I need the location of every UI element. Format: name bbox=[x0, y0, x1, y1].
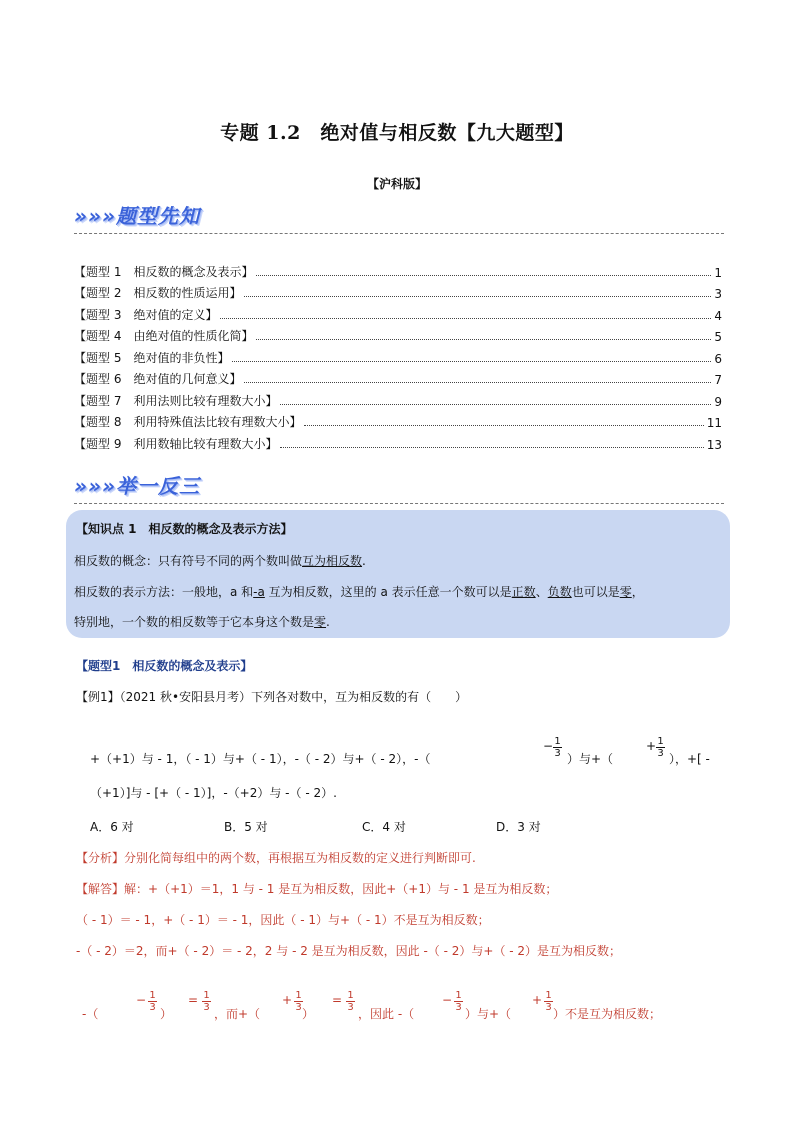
banner-preview bbox=[74, 200, 724, 234]
page-title: 专题 1.2 绝对值与相反数【九大题型】 bbox=[220, 122, 574, 144]
divider bbox=[74, 503, 724, 504]
question-line: （+1）]与 - [+（ - 1）]，-（+2）与 -（ - 2）. bbox=[90, 786, 337, 800]
toc-page: 9 bbox=[714, 394, 722, 409]
text-run: ） bbox=[302, 1007, 315, 1021]
underlined-term: 负数 bbox=[547, 585, 572, 599]
fraction: = 1 3 bbox=[332, 990, 354, 1013]
toc-label: 【题型 5 绝对值的非负性】 bbox=[74, 350, 230, 365]
banner-preview-text: »»»题型先知 bbox=[74, 204, 200, 228]
text-run: ，因此 -（ bbox=[358, 1007, 415, 1021]
option-b[interactable]: B．5 对 bbox=[224, 820, 268, 834]
underlined-term: 互为相反数 bbox=[302, 554, 363, 568]
divider bbox=[74, 233, 724, 234]
fraction: + 1 3 bbox=[532, 990, 552, 1013]
question-line bbox=[90, 750, 430, 767]
underlined-term: -a bbox=[253, 585, 265, 599]
text-run: ）不是互为相反数； bbox=[553, 1007, 662, 1021]
option-a[interactable]: A．6 对 bbox=[90, 820, 134, 834]
toc-label: 【题型 6 绝对值的几何意义】 bbox=[74, 372, 242, 386]
toc-label: 【题型 8 利用特殊值法比较有理数大小】 bbox=[74, 415, 302, 429]
toc-label: 【题型 9 利用数轴比较有理数大小】 bbox=[74, 436, 278, 451]
answer-line: （ - 1）＝ - 1，+（ - 1）＝ - 1，因此（ - 1）与+（ - 1）不是互为相反数； bbox=[76, 913, 490, 927]
banner-practice-text: »»»举一反三 bbox=[74, 474, 200, 498]
text-run: 互为相反数，这里的 a 表示任意一个数可以是 bbox=[264, 585, 512, 599]
toc-page: 3 bbox=[714, 287, 722, 301]
text-run: ，而+（ bbox=[214, 1007, 261, 1021]
leader-dots bbox=[280, 447, 703, 448]
toc-page: 6 bbox=[714, 351, 722, 366]
toc-item[interactable] bbox=[74, 409, 722, 431]
knowledge-box bbox=[66, 510, 730, 638]
answer-line bbox=[76, 880, 557, 897]
analysis-text: 分别化简每组中的两个数，再根据互为相反数的定义进行判断即可. bbox=[124, 851, 476, 865]
toc-label: 【题型 2 相反数的性质运用】 bbox=[74, 286, 242, 300]
text-run: ），+[ - bbox=[669, 752, 710, 766]
analysis-line bbox=[76, 849, 476, 866]
toc-item[interactable] bbox=[74, 430, 722, 452]
toc-page: 7 bbox=[714, 373, 722, 387]
text-run: 、 bbox=[535, 585, 548, 599]
leader-dots bbox=[280, 404, 711, 405]
toc-item[interactable] bbox=[74, 323, 722, 345]
toc-label: 【题型 1 相反数的概念及表示】 bbox=[74, 264, 254, 279]
answer-tag: 【解答】 bbox=[76, 882, 125, 896]
leader-dots bbox=[220, 318, 711, 319]
toc-item[interactable] bbox=[74, 258, 722, 280]
fraction: − 1 3 bbox=[442, 990, 462, 1013]
text-run: 相反数的表示方法：一般地，a 和 bbox=[74, 585, 254, 599]
text-run: -（ bbox=[82, 1007, 99, 1021]
knowledge-line bbox=[74, 613, 330, 630]
edition-label: 【沪科版】 bbox=[366, 177, 427, 191]
leader-dots bbox=[232, 361, 711, 362]
toc-label: 【题型 7 利用法则比较有理数大小】 bbox=[74, 393, 278, 408]
text-run: . bbox=[362, 554, 366, 568]
text-run: . bbox=[326, 615, 330, 629]
text-run: 特别地，一个数的相反数等于它本身这个数是 bbox=[74, 615, 315, 629]
toc-page: 13 bbox=[706, 437, 722, 452]
underlined-term: 零 bbox=[314, 615, 327, 629]
option-c[interactable]: C．4 对 bbox=[362, 820, 406, 834]
text-run: +（+1）与 - 1，（ - 1）与+（ - 1），-（ - 2）与+（ - 2），-（ bbox=[90, 752, 431, 766]
leader-dots bbox=[244, 296, 711, 297]
answer-text: 解：+（+1）＝1，1 与 - 1 是互为相反数，因此+（+1）与 - 1 是互为相反数； bbox=[124, 882, 558, 896]
analysis-tag: 【分析】 bbox=[76, 851, 125, 865]
text-run: 也可以是 bbox=[571, 585, 620, 599]
fraction: + 1 3 bbox=[282, 990, 302, 1013]
leader-dots bbox=[256, 275, 711, 276]
text-run: 相反数的概念：只有符号不同的两个数叫做 bbox=[74, 554, 303, 568]
leader-dots bbox=[244, 382, 711, 383]
toc-item[interactable] bbox=[74, 387, 722, 409]
text-run: ） bbox=[160, 1007, 173, 1021]
toc-page: 5 bbox=[714, 330, 722, 344]
fraction: − 1 3 bbox=[543, 736, 561, 759]
underlined-term: 正数 bbox=[511, 585, 536, 599]
toc-item[interactable] bbox=[74, 366, 722, 388]
toc-label: 【题型 4 由绝对值的性质化简】 bbox=[74, 329, 254, 343]
knowledge-line bbox=[74, 552, 366, 569]
toc-page: 1 bbox=[714, 265, 722, 280]
banner-practice bbox=[74, 470, 724, 504]
toc-item[interactable] bbox=[74, 280, 722, 302]
text-run: ， bbox=[631, 585, 644, 599]
section-heading: 【题型1 相反数的概念及表示】 bbox=[76, 659, 253, 673]
example-prompt: 【例1】（2021 秋•安阳县月考）下列各对数中，互为相反数的有（ ） bbox=[76, 690, 468, 704]
knowledge-line bbox=[74, 583, 644, 600]
table-of-contents bbox=[74, 258, 722, 452]
option-d[interactable]: D．3 对 bbox=[496, 820, 541, 834]
text-run: ）与+（ bbox=[465, 1007, 512, 1021]
fraction: − 1 3 bbox=[136, 990, 156, 1013]
leader-dots bbox=[304, 425, 703, 426]
fraction: = 1 3 bbox=[188, 990, 210, 1013]
underlined-term: 零 bbox=[619, 585, 632, 599]
text-run: ）与+（ bbox=[567, 752, 614, 766]
answer-line: -（ - 2）＝2，而+（ - 2）＝ - 2，2 与 - 2 是互为相反数，因此 -（ - 2）与+（ - 2）是互为相反数； bbox=[76, 944, 622, 958]
toc-page: 11 bbox=[706, 416, 722, 430]
toc-label: 【题型 3 绝对值的定义】 bbox=[74, 307, 218, 322]
toc-item[interactable] bbox=[74, 344, 722, 366]
toc-page: 4 bbox=[714, 308, 722, 323]
knowledge-title: 【知识点 1 相反数的概念及表示方法】 bbox=[76, 522, 293, 536]
toc-item[interactable] bbox=[74, 301, 722, 323]
fraction: + 1 3 bbox=[646, 736, 664, 759]
leader-dots bbox=[256, 339, 711, 340]
